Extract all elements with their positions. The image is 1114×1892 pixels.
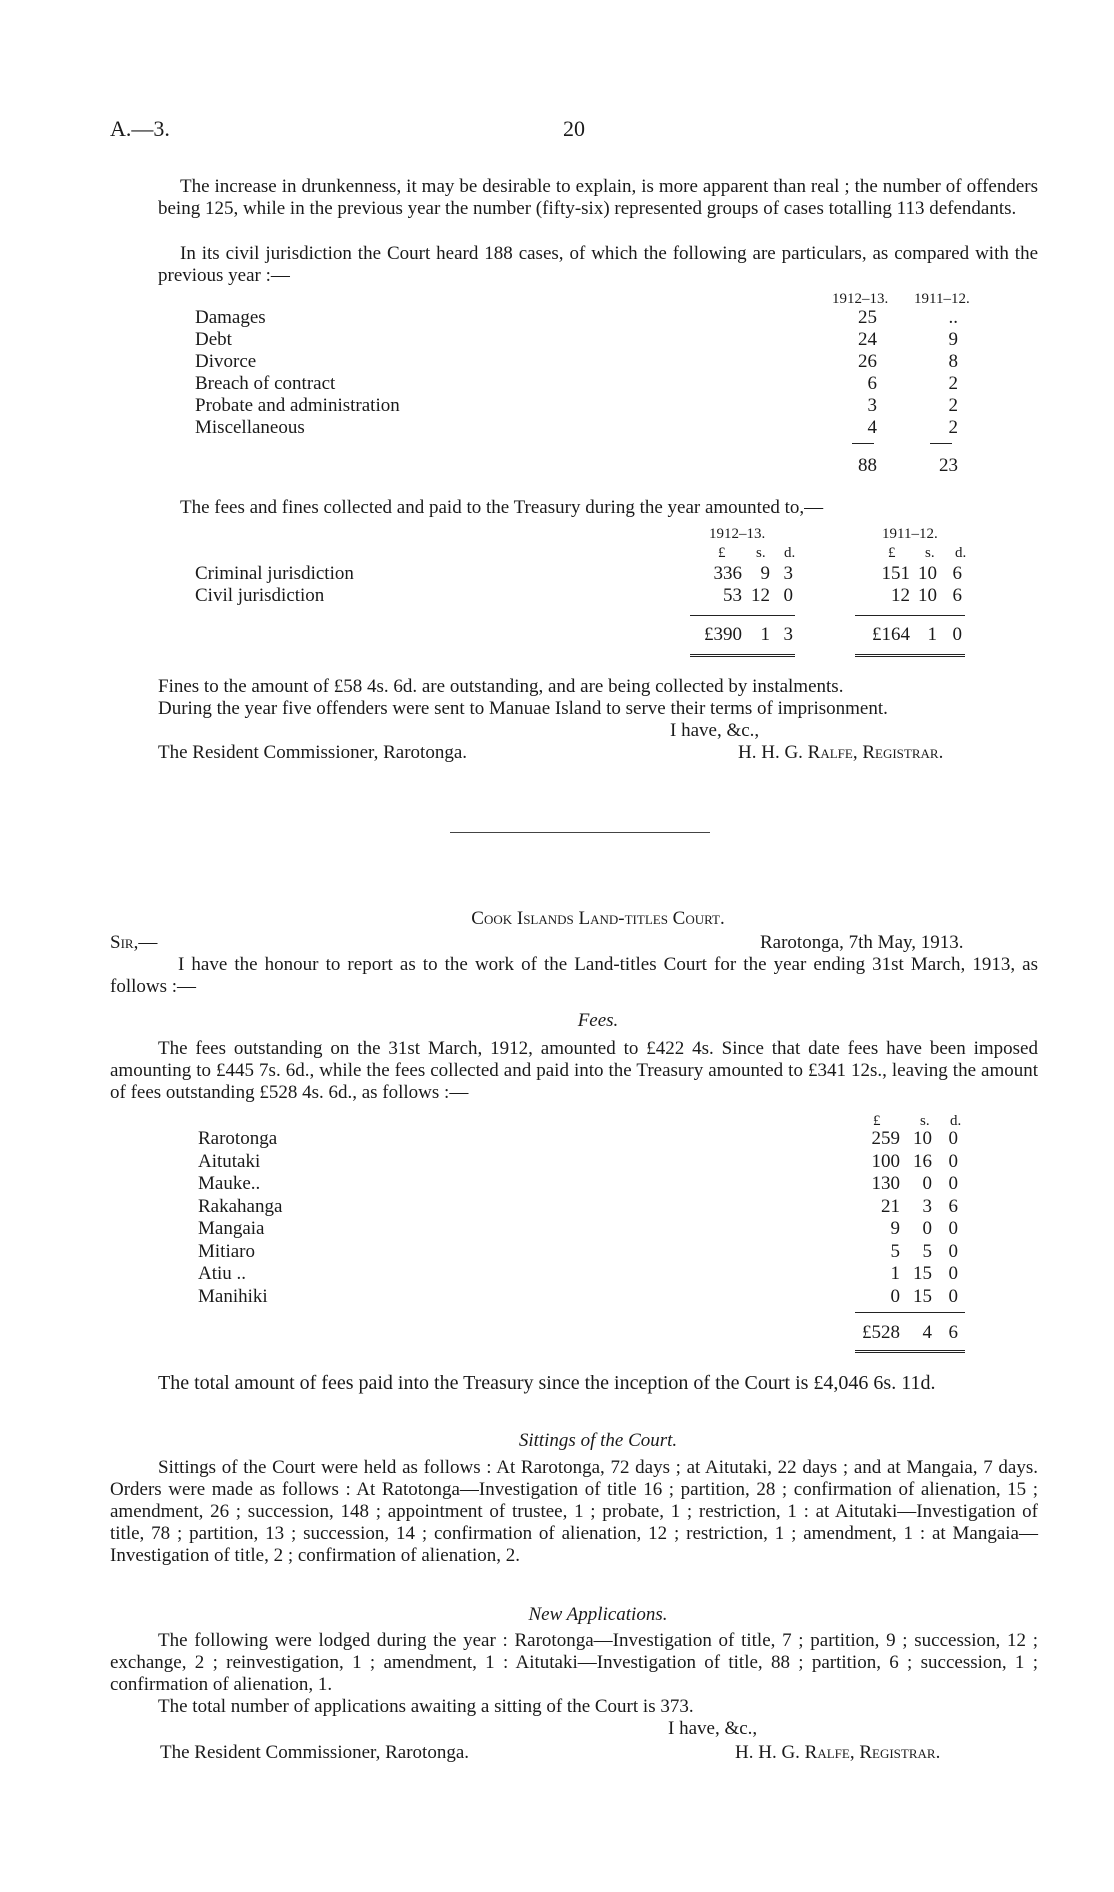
outstanding-row-label: Aitutaki [198,1150,261,1172]
lsd-pence-c: d. [950,1113,962,1129]
outstanding-row-cell: 6 [948,1195,958,1217]
outstanding-row-cell: 0 [948,1240,958,1262]
outstanding-row-cell: 0 [948,1173,958,1194]
outstanding-row-cell: 0 [922,1218,932,1239]
civil-row-label: Breach of contract [195,373,336,394]
document-reference: A.—3. [110,116,170,141]
salutation: Sir,— [110,932,158,953]
outstanding-row-label: Rarotonga [198,1128,278,1149]
fees-heading: Fees. [577,1010,619,1031]
drunkenness-paragraph: The increase in drunkenness, it may be desirable to explain, is more apparent than real ; the number of offenders being 125, while in the previous year the number (fifty-six) represented groups of cases totalling 113 defendants. [158,176,1038,219]
outstanding-total-pence: 6 [948,1322,958,1343]
report-intro: I have the honour to report as to the work of the Land-titles Court for the year ending 31st March, 1913, as follows :— [110,954,1038,997]
civil-row-1911: 2 [948,373,958,394]
civil-jurisdiction-paragraph: In its civil jurisdiction the Court heard 188 cases, of which the following are particulars, as compared with the previous year :— [158,243,1038,286]
outstanding-row-cell: 16 [913,1150,932,1172]
outstanding-row-cell: 259 [871,1128,900,1149]
outstanding-row-label: Mitiaro [198,1240,255,1262]
fees-row-a-cell: 12 [751,585,770,606]
fees-total-a-shillings: 1 [760,624,770,645]
outstanding-row-label: Mauke.. [198,1173,261,1194]
civil-row-1912: 3 [867,395,877,416]
fees-double-rule-b [855,654,965,660]
lsd-pence-a: d. [784,545,796,561]
outstanding-row-label: Atiu .. [198,1263,247,1284]
lsd-pound-a: £ [718,545,726,561]
outstanding-total-pounds: £528 [862,1322,900,1343]
signature-2: H. H. G. Ralfe, Registrar. [735,1742,941,1763]
outstanding-row-cell: 0 [948,1128,958,1149]
outstanding-row-cell: 9 [890,1218,900,1239]
outstanding-row-label: Mangaia [198,1218,265,1239]
page-number: 20 [563,116,585,141]
outstanding-row-cell: 21 [881,1195,900,1217]
fees-paragraph: The fees outstanding on the 31st March, 1912, amounted to £422 4s. Since that date fees have been imposed amounting to £445 7s. 6d., while the fees collected and paid into the Treasury amounted to £341 12s., leaving the amount of fees outstanding £528 4s. 6d., as follows :— [110,1038,1038,1103]
outstanding-row-cell: 5 [890,1240,900,1262]
sittings-heading: Sittings of the Court. [518,1430,678,1451]
lsd-shilling-a: s. [756,545,766,561]
fees-row-b-cell: 6 [952,563,962,584]
fees-double-rule-a [690,654,795,660]
addressee-1: The Resident Commissioner, Rarotonga. [158,742,468,763]
applications-heading: New Applications. [528,1604,668,1625]
outstanding-fines-paragraph: Fines to the amount of £58 4s. 6d. are outstanding, and are being collected by instalments. [158,676,844,697]
outstanding-row-cell: 100 [871,1150,900,1172]
civil-row-1912: 26 [858,351,877,372]
outstanding-row-cell: 3 [922,1195,932,1217]
civil-total-rule-1 [852,443,874,444]
civil-row-1911: .. [948,307,958,328]
fees-total-b-pence: 0 [952,624,962,645]
fees-row-a-cell: 53 [723,585,742,606]
outstanding-row-cell: 0 [922,1173,932,1194]
civil-row-1911: 8 [948,351,958,372]
outstanding-row-cell: 0 [948,1285,958,1307]
outstanding-rule [855,1312,965,1313]
fees-row-b-cell: 12 [891,585,910,606]
closing-1: I have, &c., [670,720,760,741]
outstanding-row-cell: 10 [913,1128,932,1149]
outstanding-total-shillings: 4 [922,1322,932,1343]
section-divider [450,832,710,833]
lsd-pound-b: £ [888,545,896,561]
civil-total-1911: 23 [939,455,958,476]
fees-row-a-cell: 9 [760,563,770,584]
lsd-pence-b: d. [955,545,967,561]
civil-row-label: Miscellaneous [195,417,305,438]
fees-total-b-shillings: 1 [927,624,937,645]
applications-paragraph: The following were lodged during the year : Rarotonga—Investigation of title, 7 ; partition, 9 ; succession, 12 ; exchange, 2 ; reinvestigation, 1 ; amendment, 1 : Aitutaki—Investigation of title, 88 ; partition, 6 ; succession, 1 ; confirmation of alienation, 1. [110,1630,1038,1695]
outstanding-row-cell: 1 [890,1263,900,1284]
sittings-paragraph: Sittings of the Court were held as follows : At Rarotonga, 72 days ; at Aitutaki, 22 days ; and at Mangaia, 7 days. Orders were made as follows : At Ratotonga—Investigation of title 16 ; partition, 28 ; confirmation of alienation, 15 ; amendment, 26 ; succession, 148 ; appointment of trustee, 1 ; probate, 1 ; restriction, 1 : at Aitutaki—Investigation of title, 78 ; partition, 13 ; succession, 14 ; confirmation of alienation, 12 ; restriction, 1 ; amendment, 1 : at Mangaia—Investigation of title, 2 ; confirmation of alienation, 2. [110,1457,1038,1566]
civil-row-1912: 4 [867,417,877,438]
civil-row-label: Probate and administration [195,395,400,416]
lsd-shilling-b: s. [925,545,935,561]
civil-row-1912: 24 [858,329,877,350]
fees-row-b-cell: 10 [918,585,937,606]
outstanding-row-label: Manihiki [198,1285,268,1307]
fees-row-b-cell: 10 [918,563,937,584]
civil-row-1912: 6 [867,373,877,394]
lsd-pound-c: £ [873,1113,881,1129]
fees-row-a-cell: 336 [713,563,742,584]
outstanding-row-cell: 5 [922,1240,932,1262]
fees-row-label: Civil jurisdiction [195,585,325,606]
civil-row-label: Debt [195,329,232,350]
lsd-shilling-c: s. [920,1113,930,1129]
outstanding-row-cell: 0 [948,1150,958,1172]
fees-row-b-cell: 6 [952,585,962,606]
fees-row-a-cell: 3 [783,563,793,584]
civil-total-rule-2 [930,443,952,444]
fees-total-a-pounds: £390 [704,624,742,645]
outstanding-row-cell: 0 [890,1285,900,1307]
closing-2: I have, &c., [668,1718,758,1739]
outstanding-row-cell: 0 [948,1263,958,1284]
fees-col-1911: 1911–12. [882,526,938,542]
awaiting-paragraph: The total number of applications awaiting a sitting of the Court is 373. [158,1696,694,1717]
outstanding-row-cell: 130 [871,1173,900,1194]
outstanding-row-cell: 15 [913,1285,932,1307]
signature-1: H. H. G. Ralfe, Registrar. [738,742,944,763]
addressee-2: The Resident Commissioner, Rarotonga. [160,1742,470,1763]
fees-intro-paragraph: The fees and fines collected and paid to the Treasury during the year amounted to,— [180,497,824,518]
fees-col-1912: 1912–13. [709,526,766,542]
total-fees-paragraph: The total amount of fees paid into the Treasury since the inception of the Court is £4,046 6s. 11d. [158,1372,936,1394]
fees-total-b-pounds: £164 [872,624,910,645]
civil-col-1912: 1912–13. [832,291,889,307]
fees-row-label: Criminal jurisdiction [195,563,354,584]
outstanding-row-label: Rakahanga [198,1195,283,1217]
fees-rule-a [690,615,795,616]
civil-row-1911: 9 [948,329,958,350]
civil-row-1912: 25 [858,307,877,328]
fees-rule-b [855,615,965,616]
manuae-paragraph: During the year five offenders were sent to Manuae Island to serve their terms of imprisonment. [158,698,888,719]
civil-row-label: Damages [195,307,266,328]
civil-row-1911: 2 [948,417,958,438]
civil-row-1911: 2 [948,395,958,416]
civil-total-1912: 88 [858,455,877,476]
outstanding-row-cell: 0 [948,1218,958,1239]
outstanding-double-rule [855,1350,965,1356]
place-date: Rarotonga, 7th May, 1913. [760,932,964,953]
fees-total-a-pence: 3 [783,624,793,645]
outstanding-row-cell: 15 [913,1263,932,1284]
fees-row-b-cell: 151 [881,563,910,584]
fees-row-a-cell: 0 [783,585,793,606]
civil-col-1911: 1911–12. [914,291,970,307]
civil-row-label: Divorce [195,351,257,372]
section-title: Cook Islands Land-titles Court. [471,908,725,929]
